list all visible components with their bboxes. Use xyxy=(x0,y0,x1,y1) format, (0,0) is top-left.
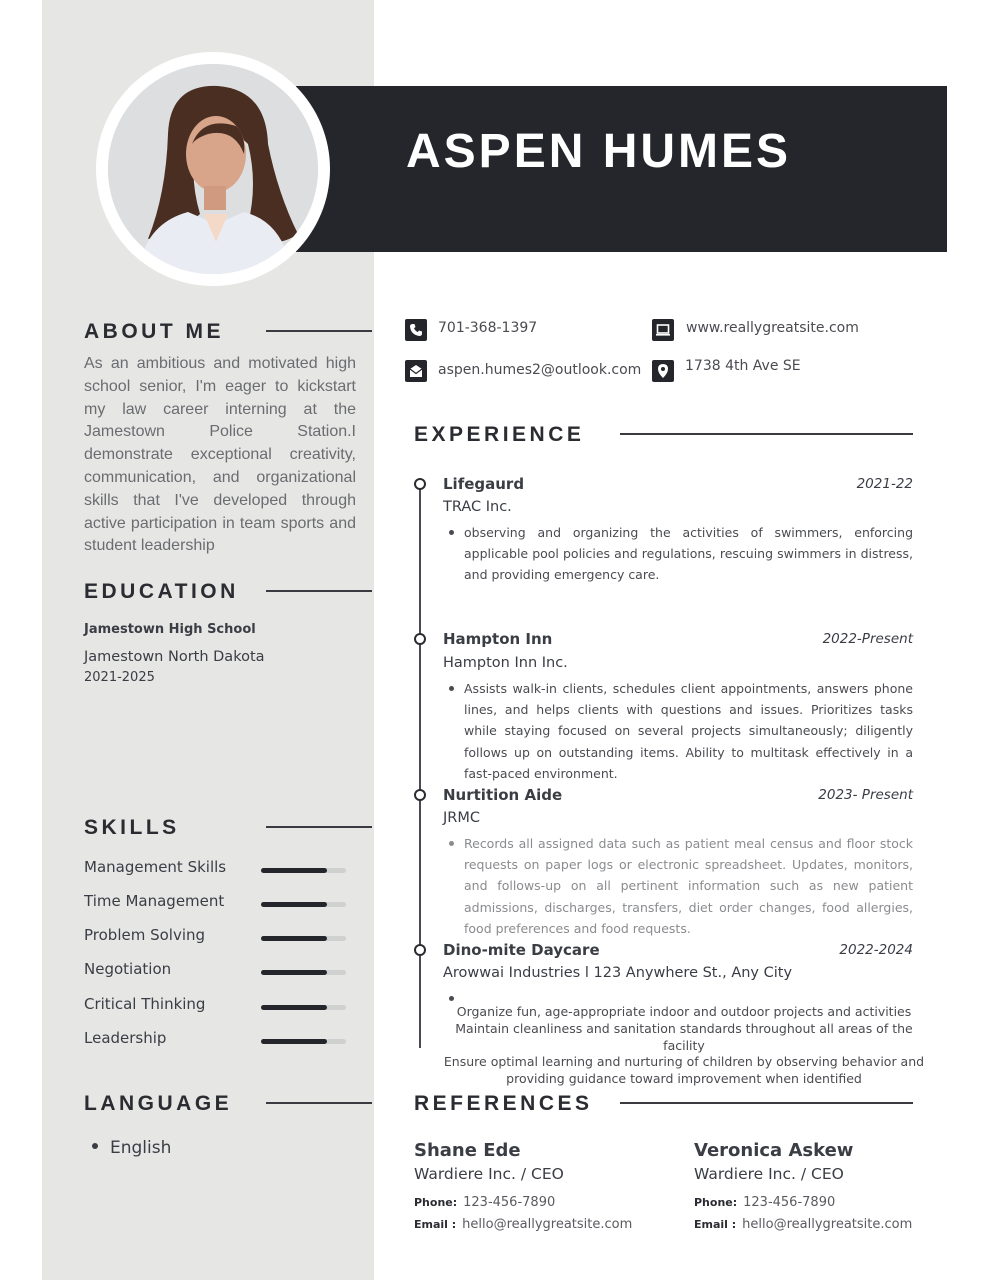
job-description-line: Organize fun, age-appropriate indoor and outdoor projects and activities xyxy=(456,1004,912,1019)
job-company: TRAC Inc. xyxy=(443,499,512,515)
reference-role: Wardiere Inc. / CEO xyxy=(414,1165,564,1183)
profile-photo xyxy=(108,64,318,274)
resume-name: ASPEN HUMES xyxy=(406,125,792,178)
job-company: JRMC xyxy=(443,810,480,826)
skill-label: Management Skills xyxy=(84,858,227,876)
bullet-dot xyxy=(92,1143,98,1149)
timeline-dot xyxy=(414,944,426,956)
skill-item xyxy=(84,960,346,984)
about-text: As an ambitious and motivated high school senior, I'm eager to kickstart my law career interning at the Jamestown Police Station.I demonstrate exceptional creativity, communication, and organizational skills that I've developed through active participation in team sports and student leadership xyxy=(84,355,356,555)
experience-heading: EXPERIENCE xyxy=(414,423,585,446)
phone-value: 123-456-7890 xyxy=(463,1195,556,1210)
about-rule xyxy=(266,330,372,332)
reference-name: Veronica Askew xyxy=(694,1140,854,1161)
skills-rule xyxy=(266,826,372,828)
job-company: Arowwai Industries l 123 Anywhere St., Any City xyxy=(443,965,793,981)
skill-label: Problem Solving xyxy=(84,926,206,944)
education-heading: EDUCATION xyxy=(84,580,239,603)
skill-label: Negotiation xyxy=(84,960,172,978)
skill-label: Leadership xyxy=(84,1029,167,1047)
job-description-line: Maintain cleanliness and sanitation standards throughout all areas of the facility xyxy=(455,1020,913,1053)
skill-bar-fill xyxy=(261,970,327,975)
skill-bar-fill xyxy=(261,1039,327,1044)
skill-label: Time Management xyxy=(84,892,225,910)
reference-name: Shane Ede xyxy=(414,1140,521,1161)
skill-item xyxy=(84,926,346,950)
contact-website: www.reallygreatsite.com xyxy=(686,320,859,336)
bullet-dot xyxy=(449,530,454,535)
references-rule xyxy=(620,1102,913,1104)
reference-email xyxy=(414,1217,632,1232)
map-pin-icon xyxy=(652,360,674,382)
phone-label: Phone: xyxy=(694,1196,738,1209)
envelope-icon xyxy=(405,360,427,382)
phone-label: Phone: xyxy=(414,1196,458,1209)
skill-bar-fill xyxy=(261,1005,327,1010)
timeline-dot xyxy=(414,789,426,801)
skill-bar-track xyxy=(261,970,346,975)
skill-item xyxy=(84,1029,346,1053)
job-date: 2021-22 xyxy=(856,476,913,492)
reference-phone xyxy=(694,1195,835,1210)
education-rule xyxy=(266,590,372,592)
bullet-dot xyxy=(449,996,454,1001)
job-title: Lifegaurd xyxy=(443,475,525,493)
email-value: hello@reallygreatsite.com xyxy=(742,1217,913,1232)
job-title: Nurtition Aide xyxy=(443,786,563,804)
reference-email xyxy=(694,1217,912,1232)
timeline-dot xyxy=(414,633,426,645)
skill-bar-track xyxy=(261,1039,346,1044)
skill-bar-track xyxy=(261,902,346,907)
contact-address: 1738 4th Ave SE xyxy=(685,358,801,374)
phone-value: 123-456-7890 xyxy=(743,1195,836,1210)
language-item xyxy=(92,1138,171,1158)
job-description: Assists walk-in clients, schedules client appointments, answers phone lines, and helps clients with questions and issues. Prioritizes tasks while staying focused on several projects simultaneously; diligently follows up on outstanding items. Ability to multitask effectively in a fast-paced environment. xyxy=(464,681,913,781)
language-rule xyxy=(266,1102,372,1104)
timeline-dot xyxy=(414,478,426,490)
job-description-line: Ensure optimal learning and nurturing of children by observing behavior and xyxy=(443,1054,925,1070)
job-title: Hampton Inn xyxy=(443,630,553,648)
job-description-line: providing guidance toward improvement when identified xyxy=(506,1071,862,1087)
contact-phone: 701-368-1397 xyxy=(438,320,538,336)
reference-phone xyxy=(414,1195,555,1210)
job-company: Hampton Inn Inc. xyxy=(443,655,568,671)
job-title: Dino-mite Daycare xyxy=(443,941,600,959)
skill-label: Critical Thinking xyxy=(84,995,206,1013)
skills-heading: SKILLS xyxy=(84,816,180,839)
email-value: hello@reallygreatsite.com xyxy=(462,1217,633,1232)
skill-bar-track xyxy=(261,936,346,941)
email-label: Email : xyxy=(694,1218,737,1231)
job-description: observing and organizing the activities of swimmers, enforcing applicable pool policies and regulations, rescuing swimmers in distress, and providing emergency care. xyxy=(464,525,913,583)
skill-bar-fill xyxy=(261,936,327,941)
timeline-line xyxy=(419,484,421,1048)
contact-email: aspen.humes2@outlook.com xyxy=(438,362,642,378)
job-description: Records all assigned data such as patient meal census and floor stock requests on paper logs or electronic spreadsheet. Updates, monitors, and follows-up on all pertinent information such as new patient admissions, discharges, transfers, diet order changes, food allergies, food preferences and food requests. xyxy=(464,836,913,936)
bullet-dot xyxy=(449,686,454,691)
portrait-illustration xyxy=(108,64,318,274)
laptop-icon xyxy=(652,319,674,341)
skill-bar-track xyxy=(261,1005,346,1010)
job-date: 2022-2024 xyxy=(839,942,913,958)
reference-role: Wardiere Inc. / CEO xyxy=(694,1165,844,1183)
education-school: Jamestown High School xyxy=(84,622,256,637)
about-heading: ABOUT ME xyxy=(84,320,224,343)
skill-item xyxy=(84,995,346,1019)
job-description xyxy=(440,1004,928,1088)
job-date: 2022-Present xyxy=(822,631,913,647)
education-location: Jamestown North Dakota xyxy=(84,649,265,665)
skill-bar-fill xyxy=(261,868,327,873)
skill-item xyxy=(84,892,346,916)
skill-item xyxy=(84,858,346,882)
email-label: Email : xyxy=(414,1218,457,1231)
phone-icon xyxy=(405,319,427,341)
references-heading: REFERENCES xyxy=(414,1092,593,1115)
skill-bar-fill xyxy=(261,902,327,907)
experience-rule xyxy=(620,433,913,435)
language-label: English xyxy=(110,1138,172,1158)
skill-bar-track xyxy=(261,868,346,873)
job-date: 2023- Present xyxy=(818,787,913,803)
bullet-dot xyxy=(449,841,454,846)
language-heading: LANGUAGE xyxy=(84,1092,233,1115)
education-years: 2021-2025 xyxy=(84,670,155,685)
